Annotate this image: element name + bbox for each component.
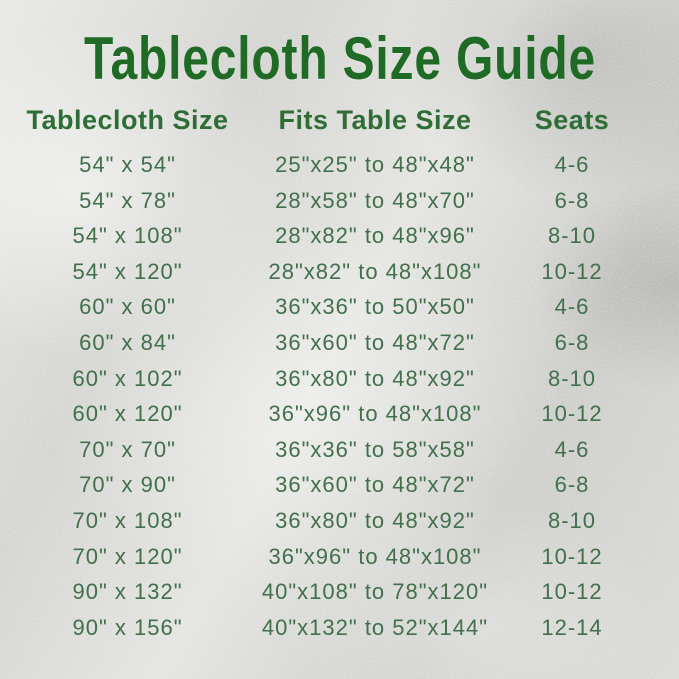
- cell-fits-table-size: 28"x82" to 48"x108": [268, 258, 482, 284]
- cell-seats: 4-6: [554, 436, 590, 462]
- cell-fits-table-size: 36"x36" to 50"x50": [275, 294, 475, 320]
- cell-tablecloth-size: 90" x 132": [72, 579, 183, 605]
- table-row: [0, 503, 679, 539]
- cell-seats: 4-6: [554, 294, 590, 320]
- cell-seats: 10-12: [541, 543, 603, 569]
- column-header-fits-table-size: Fits Table Size: [278, 105, 472, 135]
- table-row: [0, 396, 679, 432]
- cell-seats: 6-8: [554, 329, 590, 355]
- cell-fits-table-size: 25"x25" to 48"x48": [275, 152, 475, 177]
- cell-tablecloth-size: 70" x 108": [72, 507, 183, 533]
- page-title: [0, 24, 679, 93]
- cell-seats: 10-12: [541, 401, 603, 427]
- size-table-body: [0, 147, 679, 645]
- cell-seats: 4-6: [554, 152, 590, 177]
- cell-fits-table-size: 36"x36" to 58"x58": [275, 436, 475, 462]
- cell-fits-table-size: 36"x80" to 48"x92": [275, 365, 475, 391]
- table-row: [0, 361, 679, 397]
- cell-tablecloth-size: 54" x 108": [72, 223, 183, 249]
- column-header-tablecloth-size: Tablecloth Size: [26, 105, 229, 135]
- cell-fits-table-size: 36"x96" to 48"x108": [268, 401, 482, 427]
- table-row: [0, 218, 679, 254]
- cell-tablecloth-size: 54" x 78": [79, 187, 176, 213]
- cell-tablecloth-size: 60" x 102": [72, 365, 183, 391]
- cell-tablecloth-size: 70" x 90": [79, 472, 176, 498]
- cell-seats: 8-10: [547, 365, 597, 391]
- cell-tablecloth-size: 60" x 84": [79, 329, 176, 355]
- cell-seats: 8-10: [547, 223, 597, 249]
- cell-fits-table-size: 40"x132" to 52"x144": [261, 614, 489, 640]
- table-row: [0, 183, 679, 219]
- table-row: [0, 325, 679, 361]
- table-row: [0, 432, 679, 468]
- cell-fits-table-size: 36"x60" to 48"x72": [275, 329, 475, 355]
- cell-seats: 6-8: [554, 472, 590, 498]
- cell-fits-table-size: 40"x108" to 78"x120": [261, 579, 489, 605]
- cell-tablecloth-size: 70" x 120": [72, 543, 183, 569]
- cell-tablecloth-size: 90" x 156": [72, 614, 183, 640]
- cell-seats: 8-10: [547, 507, 597, 533]
- cell-fits-table-size: 36"x96" to 48"x108": [268, 543, 482, 569]
- cell-tablecloth-size: 60" x 120": [72, 401, 183, 427]
- table-row: [0, 610, 679, 646]
- cell-fits-table-size: 28"x82" to 48"x96": [275, 223, 475, 249]
- cell-tablecloth-size: 60" x 60": [79, 294, 176, 320]
- size-table: [0, 103, 679, 645]
- cell-fits-table-size: 36"x60" to 48"x72": [275, 472, 475, 498]
- table-row: [0, 574, 679, 610]
- cell-seats: 10-12: [541, 258, 603, 284]
- cell-tablecloth-size: 54" x 54": [79, 152, 176, 177]
- column-header-seats: Seats: [534, 105, 610, 135]
- table-row: [0, 539, 679, 575]
- table-header-row: [0, 103, 679, 137]
- table-row: [0, 467, 679, 503]
- cell-tablecloth-size: 70" x 70": [79, 436, 176, 462]
- cell-seats: 10-12: [541, 579, 603, 605]
- cell-seats: 6-8: [554, 187, 590, 213]
- cell-fits-table-size: 36"x80" to 48"x92": [275, 507, 475, 533]
- cell-seats: 12-14: [541, 614, 603, 640]
- table-row: [0, 254, 679, 290]
- cell-tablecloth-size: 54" x 120": [72, 258, 183, 284]
- table-row: [0, 147, 679, 183]
- table-row: [0, 289, 679, 325]
- page-title-text: Tablecloth Size Guide: [83, 25, 596, 92]
- cell-fits-table-size: 28"x58" to 48"x70": [275, 187, 475, 213]
